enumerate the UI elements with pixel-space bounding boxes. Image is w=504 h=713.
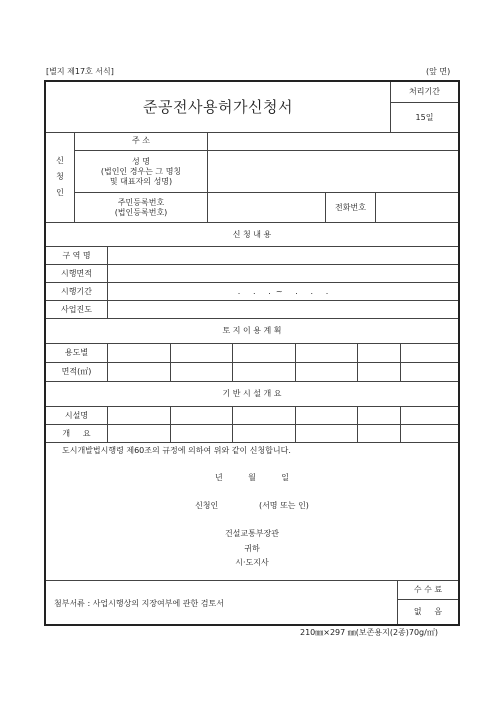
land-use-header: 토 지 이 용 계 획	[222, 326, 282, 335]
land-use-area-label: 면적(㎡)	[61, 367, 92, 376]
date-line: 년 월 일	[214, 473, 290, 482]
project-area-label: 시행면적	[61, 268, 92, 278]
infrastructure-header: 기 반 시 설 개 요	[222, 389, 282, 398]
fee-value: 없 음	[413, 607, 443, 616]
facility-name-label: 시설명	[64, 410, 89, 420]
recipient-office: 시·도지사	[235, 558, 269, 567]
registration-number-label	[75, 193, 207, 222]
processing-period-value: 15일	[415, 112, 434, 122]
signature-line: 신청인 (서명 또는 인)	[195, 501, 309, 510]
page-side-label: (앞 면)	[426, 67, 451, 76]
zone-name-label: 구 역 명	[62, 250, 91, 260]
request-section-header: 신 청 내 용	[232, 229, 272, 239]
rule-infra-col	[232, 406, 233, 442]
rule-land-col	[232, 343, 233, 381]
rule-land-col	[357, 343, 358, 381]
name-label-line: 성 명	[132, 156, 150, 166]
phone-field[interactable]	[376, 193, 458, 222]
form-title: 준공전사용허가신청서	[143, 97, 293, 116]
rule-land-col	[295, 343, 296, 381]
rule-infra-col	[357, 406, 358, 442]
name-field[interactable]	[208, 151, 458, 192]
project-period-field[interactable]: . . . ~ . . .	[237, 286, 329, 296]
progress-field[interactable]	[108, 301, 458, 318]
rule-infra-col	[295, 406, 296, 442]
project-period-label: 시행기간	[61, 286, 92, 296]
rule-land-col	[107, 343, 108, 381]
address-label: 주 소	[132, 136, 150, 145]
project-area-field[interactable]	[108, 265, 458, 282]
applicant-group-char: 신	[56, 156, 64, 165]
registration-label-line: 주민등록번호	[117, 197, 165, 207]
rule-land-col	[400, 343, 401, 381]
name-label	[75, 151, 207, 192]
fee-label: 수 수 료	[413, 585, 443, 594]
applicant-group-label	[46, 132, 74, 222]
address-field[interactable]	[208, 133, 458, 150]
rule-declaration-top	[46, 442, 458, 443]
paper-spec: 210㎜×297 ㎜(보존용지(2종)70g/㎡)	[300, 628, 438, 637]
rule-land-col	[170, 343, 171, 381]
processing-period-label: 처리기간	[409, 87, 440, 96]
registration-number-field[interactable]	[208, 193, 325, 222]
name-label-line: (법인인 경우는 그 명칭	[100, 166, 182, 176]
rule-infra-col	[400, 406, 401, 442]
recipient-org: 건설교통부장관	[224, 529, 280, 538]
land-use-type-label: 용도별	[64, 348, 89, 357]
zone-name-field[interactable]	[108, 247, 458, 264]
name-label-line: 및 대표자의 성명)	[109, 176, 173, 186]
attachment-note: 첨부서류 : 사업시행상의 지장여부에 관한 검토서	[54, 599, 224, 608]
rule-infra-col	[170, 406, 171, 442]
applicant-group-char: 인	[56, 188, 64, 197]
declaration-statement: 도시개발법시행령 제60조의 규정에 의하여 위와 같이 신청합니다.	[62, 446, 291, 455]
rule-infra-col	[107, 406, 108, 442]
registration-label-line: (법인등록번호)	[114, 207, 168, 217]
facility-overview-label: 개 요	[62, 428, 91, 438]
applicant-group-char: 청	[56, 172, 64, 181]
recipient-honorific: 귀하	[244, 544, 260, 553]
form-number: [별지 제17호 서식]	[46, 67, 114, 76]
frame-right	[458, 80, 460, 626]
progress-label: 사업진도	[61, 304, 92, 314]
phone-label: 전화번호	[335, 202, 366, 212]
frame-bottom	[44, 624, 460, 626]
